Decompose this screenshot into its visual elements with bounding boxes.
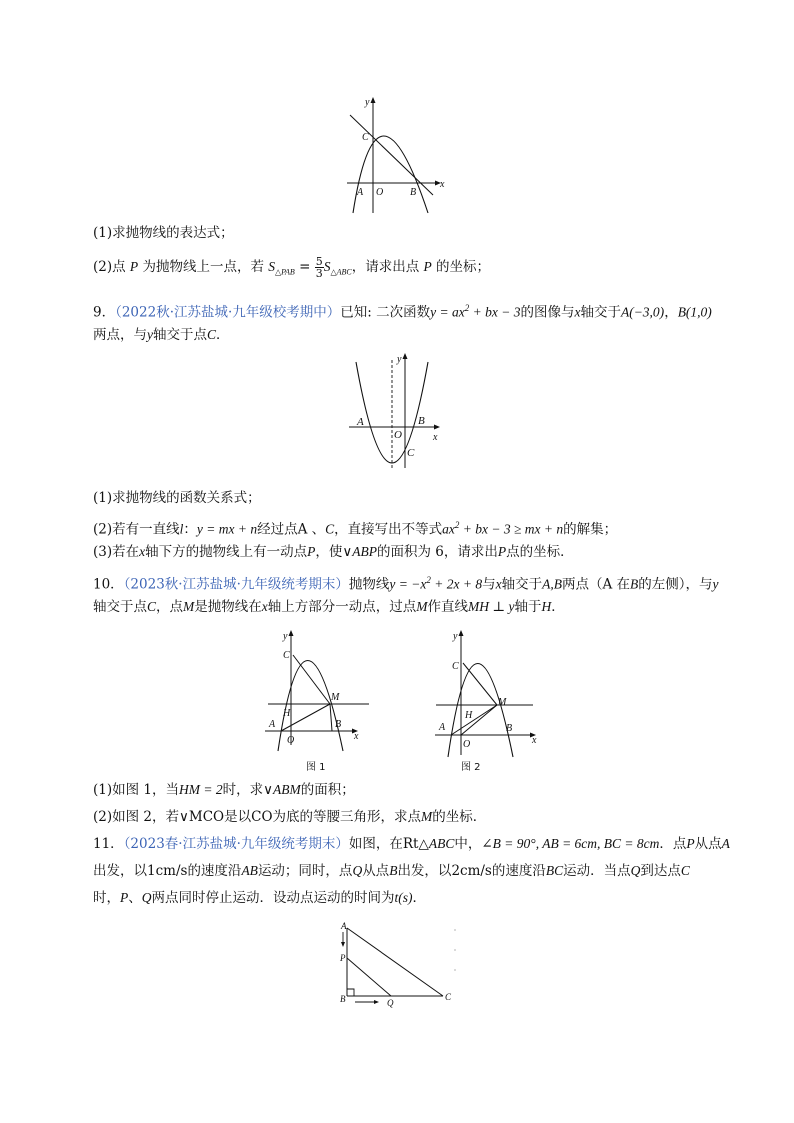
label-o: O — [394, 429, 402, 441]
label-q: Q — [387, 998, 394, 1008]
label-a: A — [357, 187, 364, 198]
q10-part2: (2)如图 2，若∨MCO是以CO为底的等腰三角形，求点M的坐标． — [93, 809, 487, 825]
label-x: x — [433, 432, 438, 443]
label-b: B — [410, 187, 417, 198]
label-h: H — [283, 708, 291, 719]
q9-line2: 两点，与y轴交于点C． — [93, 327, 230, 343]
fraction-five-thirds: $\frac{5}{3}$ — [315, 255, 323, 280]
caption-fig1: 图 1 — [306, 762, 326, 773]
label-b: B — [418, 415, 425, 427]
label-a: A — [341, 921, 347, 931]
q9-part1: (1)求抛物线的函数关系式； — [93, 490, 261, 506]
q8-part2: (2)点 P 为抛物线上一点，若 $S_{\triangle PAB}$ = $\frac{5}{3}$ $S_{\triangle ABC}$，请求出点 P 的坐标； — [93, 255, 491, 280]
arrow-ap-head — [341, 942, 345, 947]
right-angle-mark — [347, 989, 354, 996]
figure-q11-triangle — [335, 920, 465, 1010]
parabola-curve — [353, 136, 428, 213]
label-a: A — [439, 722, 446, 733]
q9-part2: (2)若有一直线l：y = mx + n经过点A 、C，直接写出不等式$ax^2$ + bx − 3 ≥ mx + n的解集； — [93, 520, 618, 538]
label-p: P — [340, 953, 346, 963]
label-y: y — [283, 631, 288, 642]
q11-line3: 时，P、Q两点同时停止运动．设动点运动的时间为t(s)． — [93, 890, 426, 906]
y-axis-arrow — [403, 353, 408, 359]
y-axis-arrow — [371, 97, 376, 103]
side-ac — [347, 928, 443, 996]
q10-line1: 10．（2023秋·江苏盐城·九年级统考期末）抛物线$y = -x^2 + 2x + 8$与x轴交于A,B两点（A 在B的左侧），与y — [93, 575, 719, 593]
label-x: x — [354, 731, 359, 742]
label-o: O — [463, 739, 471, 750]
label-x: x — [532, 735, 537, 746]
label-y: y — [397, 354, 402, 365]
segment-cm — [293, 655, 330, 704]
figure-q8-parabola — [345, 95, 455, 215]
parabola-curve — [448, 664, 513, 758]
label-b: B — [340, 994, 346, 1004]
x-axis-arrow — [434, 425, 440, 430]
label-o: O — [376, 187, 384, 198]
q9-part3: (3)若在x轴下方的抛物线上有一动点P，使∨ABP的面积为 6，请求出P点的坐标． — [93, 544, 574, 560]
y-axis-arrow — [459, 630, 464, 636]
segment-cm — [463, 663, 497, 705]
label-o: O — [287, 735, 295, 746]
segment-bm — [330, 704, 332, 731]
label-c: C — [362, 132, 369, 143]
watermark-dot — [454, 949, 456, 951]
label-x: x — [440, 179, 445, 190]
label-h: H — [465, 710, 473, 721]
watermark-dot — [454, 929, 456, 931]
watermark-dot — [454, 969, 456, 971]
q8-part1: (1)求抛物线的表达式； — [93, 225, 234, 241]
label-b: B — [506, 723, 513, 734]
q11-line1: 11．（2023春·江苏盐城·九年级统考期末）如图，在Rt△ABC中，∠B = 90°, AB = 6cm, BC = 8cm．点P从点A — [93, 836, 730, 852]
label-c: C — [452, 661, 459, 672]
label-a: A — [269, 719, 276, 730]
caption-fig2: 图 2 — [461, 762, 481, 773]
label-m: M — [331, 692, 340, 703]
figure-q10-fig2 — [433, 625, 543, 775]
q9-line1: 9．（2022秋·江苏盐城·九年级校考期中）已知: 二次函数$y = ax^2$ + bx − 3的图像与x轴交于A(−3,0)，B(1,0) — [93, 303, 712, 321]
q11-line2: 出发，以1cm/s的速度沿AB运动；同时，点Q从点B出发，以2cm/s的速度沿BC运动．当点Q到达点C — [93, 863, 690, 879]
q10-part1: (1)如图 1，当HM = 2时，求∨ABM的面积； — [93, 782, 355, 798]
label-c: C — [445, 992, 452, 1002]
label-c: C — [283, 650, 290, 661]
label-y: y — [453, 631, 458, 642]
label-a: A — [357, 416, 364, 428]
label-b: B — [335, 719, 342, 730]
y-axis-arrow — [289, 630, 294, 636]
label-c: C — [407, 447, 415, 459]
label-y: y — [365, 97, 370, 108]
figure-q10-fig1 — [263, 625, 373, 775]
label-m: M — [498, 697, 507, 708]
figure-q9-parabola — [345, 350, 445, 470]
segment-am — [451, 705, 497, 735]
q10-line2: 轴交于点C，点M是抛物线在x轴上方部分一动点，过点M作直线MH ⊥ y轴于H． — [93, 599, 565, 615]
arrow-bq-head — [374, 1000, 379, 1004]
